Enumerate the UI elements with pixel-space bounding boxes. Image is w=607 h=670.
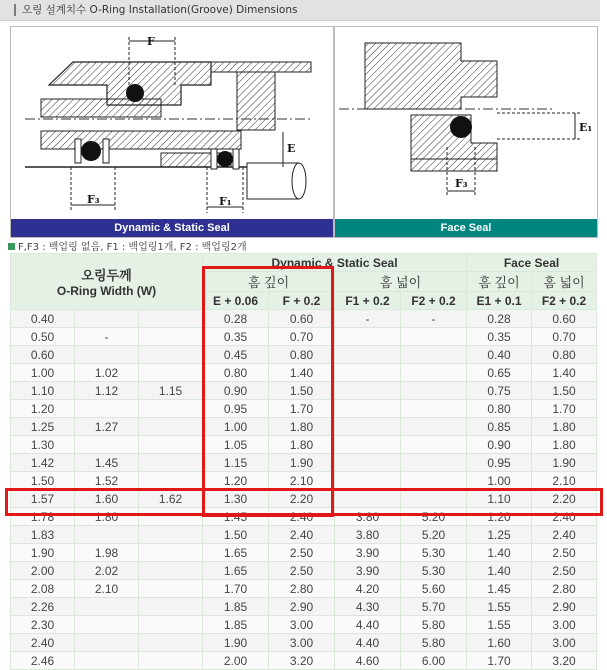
section-title-bar [0, 0, 600, 21]
table-cell [139, 310, 203, 328]
face-seal-group-header: Face Seal [467, 254, 597, 272]
table-cell: 2.40 [532, 508, 597, 526]
table-cell: 1.90 [11, 544, 75, 562]
table-cell [401, 382, 467, 400]
table-cell: 1.70 [269, 400, 335, 418]
bullet-icon [8, 243, 15, 250]
table-cell: 1.50 [203, 526, 269, 544]
table-cell: 0.35 [203, 328, 269, 346]
table-cell: 5.20 [401, 508, 467, 526]
table-cell: 2.90 [532, 598, 597, 616]
table-cell [75, 526, 139, 544]
table-row [11, 472, 597, 490]
table-cell: 0.75 [467, 382, 532, 400]
table-cell [75, 652, 139, 670]
table-cell: 2.40 [269, 526, 335, 544]
table-cell [335, 382, 401, 400]
table-cell [401, 400, 467, 418]
table-cell: 1.00 [203, 418, 269, 436]
face-width-header: 홈 넓이 [532, 272, 597, 292]
table-cell: 0.70 [532, 328, 597, 346]
table-cell: 0.50 [11, 328, 75, 346]
table-cell: 5.80 [401, 616, 467, 634]
table-cell [139, 652, 203, 670]
table-cell: 1.80 [75, 508, 139, 526]
table-row [11, 526, 597, 544]
table-cell [335, 490, 401, 508]
table-row [11, 598, 597, 616]
dynamic-static-caption: Dynamic & Static Seal [11, 219, 333, 237]
table-cell: 2.50 [532, 544, 597, 562]
table-cell: 1.02 [75, 364, 139, 382]
table-cell: 0.65 [467, 364, 532, 382]
table-cell: 1.10 [11, 382, 75, 400]
face-seal-drawing [335, 27, 597, 219]
table-cell: 1.20 [467, 508, 532, 526]
col-e-header: E + 0.06 [203, 292, 269, 310]
table-cell: 1.65 [203, 544, 269, 562]
table-cell [139, 328, 203, 346]
table-cell: 2.10 [269, 472, 335, 490]
col-f2-face-header: F2 + 0.2 [532, 292, 597, 310]
table-cell [139, 598, 203, 616]
table-cell: 5.80 [401, 634, 467, 652]
table-cell: 5.20 [401, 526, 467, 544]
table-cell [335, 454, 401, 472]
dim-label-f1: F₁ [219, 195, 232, 208]
table-cell: 2.20 [269, 490, 335, 508]
table-cell: 1.55 [467, 598, 532, 616]
table-cell: - [401, 310, 467, 328]
table-cell: 0.90 [467, 436, 532, 454]
table-cell: 3.80 [335, 526, 401, 544]
table-row [11, 310, 597, 328]
table-cell: 1.78 [11, 508, 75, 526]
table-cell: 0.95 [467, 454, 532, 472]
table-cell: 5.30 [401, 544, 467, 562]
table-cell: 1.85 [203, 616, 269, 634]
table-cell: 1.30 [11, 436, 75, 454]
table-cell: 0.40 [11, 310, 75, 328]
table-cell: 1.12 [75, 382, 139, 400]
table-cell [139, 418, 203, 436]
table-cell: 0.90 [203, 382, 269, 400]
table-cell: 1.80 [269, 436, 335, 454]
note-text: F,F3 : 백업링 없음, F1 : 백업링1개, F2 : 백업링2개 [18, 242, 247, 253]
table-row [11, 364, 597, 382]
table-row [11, 652, 597, 670]
table-cell: 1.00 [11, 364, 75, 382]
table-cell: 2.00 [203, 652, 269, 670]
col-f2-header: F2 + 0.2 [401, 292, 467, 310]
table-cell: 2.40 [532, 526, 597, 544]
table-cell: 4.20 [335, 580, 401, 598]
table-cell [139, 526, 203, 544]
table-cell: 0.80 [269, 346, 335, 364]
table-row [11, 616, 597, 634]
table-cell [335, 400, 401, 418]
dim-label-f3-face: F₃ [455, 177, 468, 190]
table-cell: 1.20 [203, 472, 269, 490]
table-cell: 1.45 [75, 454, 139, 472]
table-cell: 6.00 [401, 652, 467, 670]
table-cell: 1.65 [203, 562, 269, 580]
dynamic-static-seal-figure [10, 26, 334, 238]
table-cell: 1.90 [532, 454, 597, 472]
table-cell: 1.27 [75, 418, 139, 436]
table-cell [401, 346, 467, 364]
table-cell [401, 418, 467, 436]
table-cell [335, 328, 401, 346]
table-cell: 2.50 [269, 544, 335, 562]
table-cell: 0.85 [467, 418, 532, 436]
oring-width-header-en: O-Ring Width (W) [56, 284, 157, 298]
table-cell: - [335, 310, 401, 328]
table-cell: 2.50 [532, 562, 597, 580]
table-cell: 2.40 [11, 634, 75, 652]
table-cell: 1.10 [467, 490, 532, 508]
oring-width-header-ko: 오링두께 [81, 268, 132, 283]
table-cell: 1.70 [203, 580, 269, 598]
table-cell: 2.26 [11, 598, 75, 616]
table-cell: 0.45 [203, 346, 269, 364]
table-cell [401, 364, 467, 382]
table-cell [139, 580, 203, 598]
table-cell [139, 634, 203, 652]
table-cell: 0.60 [11, 346, 75, 364]
table-cell: 0.70 [269, 328, 335, 346]
table-cell [75, 598, 139, 616]
table-cell: 4.40 [335, 616, 401, 634]
table-cell: 3.90 [335, 562, 401, 580]
table-cell: 1.70 [532, 400, 597, 418]
dynamic-static-seal-drawing [11, 27, 333, 219]
face-depth-header: 홈 깊이 [467, 272, 532, 292]
table-cell: 2.10 [532, 472, 597, 490]
table-cell: 1.60 [467, 634, 532, 652]
table-cell: 4.60 [335, 652, 401, 670]
table-cell: 2.90 [269, 598, 335, 616]
table-cell [139, 436, 203, 454]
table-cell: 0.60 [269, 310, 335, 328]
table-cell: 5.70 [401, 598, 467, 616]
table-cell: 2.80 [269, 580, 335, 598]
table-row [11, 418, 597, 436]
table-cell: 1.50 [269, 382, 335, 400]
table-cell: 1.45 [467, 580, 532, 598]
table-cell [75, 400, 139, 418]
table-row [11, 490, 597, 508]
table-cell: 2.10 [75, 580, 139, 598]
table-cell: 3.20 [269, 652, 335, 670]
title-marker [14, 4, 16, 16]
table-cell: 2.20 [532, 490, 597, 508]
table-cell: 0.35 [467, 328, 532, 346]
table-cell [335, 346, 401, 364]
table-cell: 5.30 [401, 562, 467, 580]
table-cell: 2.00 [11, 562, 75, 580]
table-cell: 1.62 [139, 490, 203, 508]
table-cell [401, 328, 467, 346]
table-cell: 2.02 [75, 562, 139, 580]
table-cell: 0.28 [467, 310, 532, 328]
table-cell: 2.40 [269, 508, 335, 526]
table-cell: 2.50 [269, 562, 335, 580]
table-cell: 1.83 [11, 526, 75, 544]
table-cell: 1.80 [269, 418, 335, 436]
table-cell [139, 508, 203, 526]
table-row [11, 454, 597, 472]
table-cell: 0.40 [467, 346, 532, 364]
table-cell [75, 310, 139, 328]
table-cell: 3.20 [532, 652, 597, 670]
table-cell: 1.40 [532, 364, 597, 382]
table-row [11, 562, 597, 580]
face-seal-caption: Face Seal [335, 219, 597, 237]
table-cell: 1.70 [467, 652, 532, 670]
table-row [11, 436, 597, 454]
table-cell: 3.00 [269, 616, 335, 634]
groove-dimensions-table [10, 253, 597, 670]
table-cell: 3.80 [335, 508, 401, 526]
table-cell [75, 436, 139, 454]
table-cell: 1.80 [532, 436, 597, 454]
oring-width-header [11, 254, 203, 310]
table-cell [401, 490, 467, 508]
table-cell: 1.57 [11, 490, 75, 508]
table-row [11, 328, 597, 346]
table-cell: 3.00 [532, 634, 597, 652]
table-cell: 1.85 [203, 598, 269, 616]
table-row [11, 382, 597, 400]
table-cell: 0.28 [203, 310, 269, 328]
table-row [11, 580, 597, 598]
table-row [11, 544, 597, 562]
table-cell: 2.30 [11, 616, 75, 634]
table-cell: 1.90 [203, 634, 269, 652]
table-cell: 1.40 [269, 364, 335, 382]
backup-ring-note [8, 238, 247, 253]
table-cell: 1.00 [467, 472, 532, 490]
table-cell: 1.40 [467, 562, 532, 580]
table-cell: 1.15 [203, 454, 269, 472]
table-cell: 0.80 [467, 400, 532, 418]
table-cell: 2.80 [532, 580, 597, 598]
section-title: 오링 설계치수 O-Ring Installation(Groove) Dimensions [22, 4, 298, 16]
table-cell: 1.90 [269, 454, 335, 472]
table-cell: 1.15 [139, 382, 203, 400]
table-cell [139, 544, 203, 562]
table-cell [139, 616, 203, 634]
table-cell: 1.25 [467, 526, 532, 544]
table-cell: 3.00 [269, 634, 335, 652]
dim-label-e: E [287, 142, 296, 155]
table-row [11, 634, 597, 652]
table-cell [75, 346, 139, 364]
table-cell [401, 436, 467, 454]
table-row [11, 400, 597, 418]
table-cell [139, 454, 203, 472]
table-cell: 1.05 [203, 436, 269, 454]
table-cell [401, 472, 467, 490]
dynamic-static-group-header: Dynamic & Static Seal [203, 254, 467, 272]
table-cell: 1.42 [11, 454, 75, 472]
dim-label-f: F [147, 35, 155, 48]
table-row [11, 508, 597, 526]
table-cell [139, 562, 203, 580]
table-cell [139, 346, 203, 364]
table-cell [335, 364, 401, 382]
table-cell: 1.98 [75, 544, 139, 562]
table-cell: 0.95 [203, 400, 269, 418]
col-e1-header: E1 + 0.1 [467, 292, 532, 310]
table-cell: 5.60 [401, 580, 467, 598]
table-cell: 3.90 [335, 544, 401, 562]
table-cell: 1.40 [467, 544, 532, 562]
table-cell: 1.30 [203, 490, 269, 508]
table-cell [335, 436, 401, 454]
table-cell: 1.25 [11, 418, 75, 436]
table-cell: 1.50 [532, 382, 597, 400]
groove-depth-header: 홈 깊이 [203, 272, 335, 292]
table-cell: 1.50 [11, 472, 75, 490]
groove-width-header: 홈 넓이 [335, 272, 467, 292]
table-cell: 0.80 [532, 346, 597, 364]
table-cell: - [75, 328, 139, 346]
table-cell: 0.80 [203, 364, 269, 382]
table-cell: 1.45 [203, 508, 269, 526]
table-cell: 4.40 [335, 634, 401, 652]
table-cell: 3.00 [532, 616, 597, 634]
table-cell [139, 400, 203, 418]
col-f-header: F + 0.2 [269, 292, 335, 310]
table-cell [75, 634, 139, 652]
dim-label-e1: E₁ [579, 121, 593, 134]
table-body [11, 310, 597, 670]
table-cell: 2.46 [11, 652, 75, 670]
table-cell [139, 364, 203, 382]
table-cell: 1.55 [467, 616, 532, 634]
table-cell: 0.60 [532, 310, 597, 328]
table-cell: 1.20 [11, 400, 75, 418]
table-cell: 4.30 [335, 598, 401, 616]
dim-label-f3: F₃ [87, 193, 100, 206]
table-cell [335, 472, 401, 490]
table-cell: 1.60 [75, 490, 139, 508]
face-seal-figure [334, 26, 598, 238]
table-cell [401, 454, 467, 472]
table-row [11, 346, 597, 364]
table-cell: 2.08 [11, 580, 75, 598]
table-cell: 1.80 [532, 418, 597, 436]
table-cell [139, 472, 203, 490]
table-cell [75, 616, 139, 634]
table-cell: 1.52 [75, 472, 139, 490]
table-cell [335, 418, 401, 436]
col-f1-header: F1 + 0.2 [335, 292, 401, 310]
